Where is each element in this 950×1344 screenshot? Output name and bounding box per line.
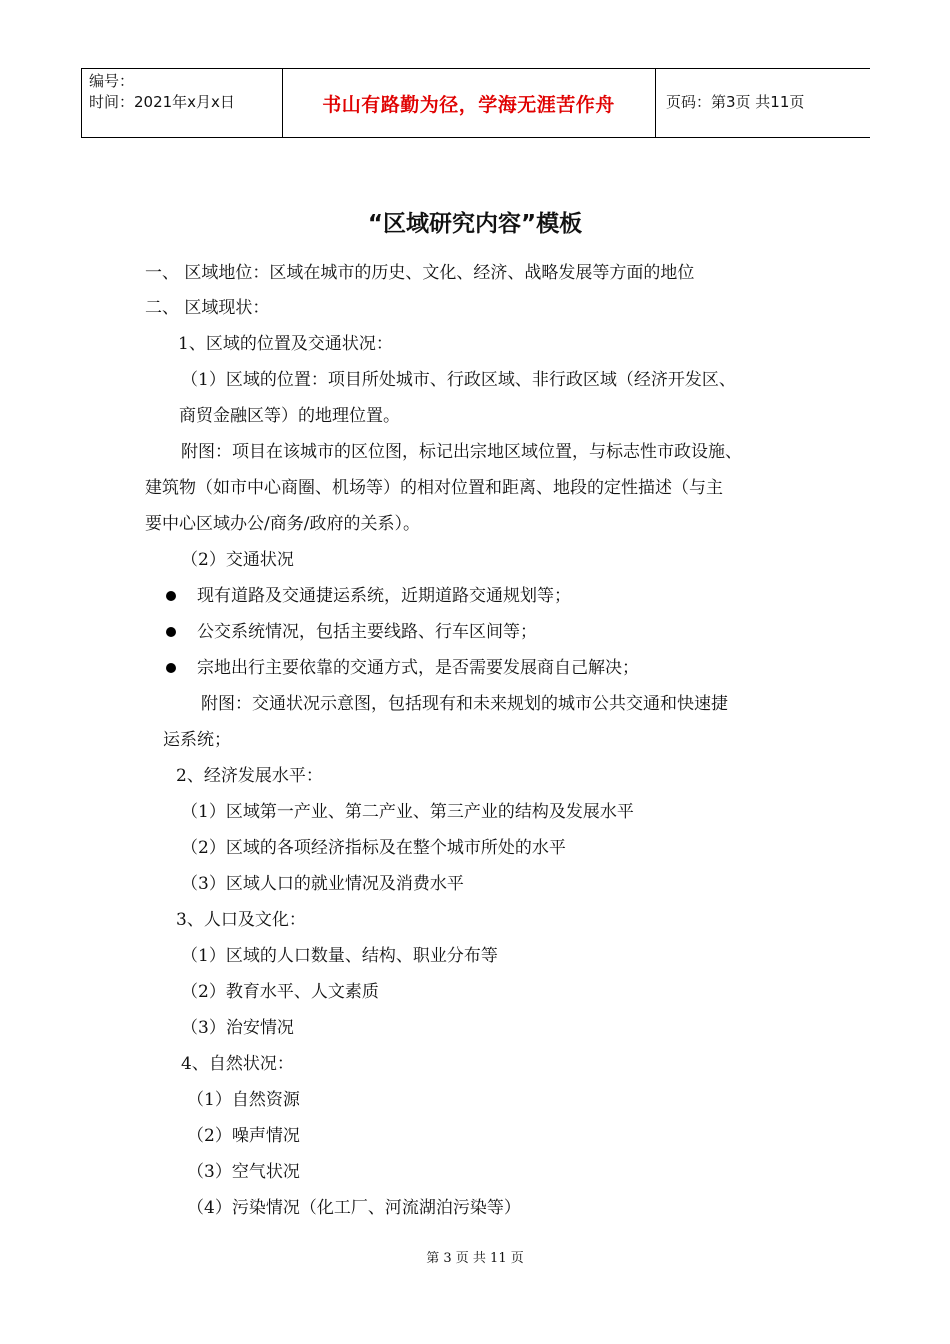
body-line: 一、 区域地位：区域在城市的历史、文化、经济、战略发展等方面的地位 [145, 263, 695, 283]
body-line: （3）空气状况 [187, 1162, 300, 1182]
header-divider [81, 69, 82, 137]
body-line: （2）区域的各项经济指标及在整个城市所处的水平 [181, 838, 566, 858]
header-divider [655, 69, 656, 137]
body-line: （2）噪声情况 [187, 1126, 300, 1146]
body-line: （1）区域的位置：项目所处城市、行政区域、非行政区域（经济开发区、 [181, 370, 736, 390]
body-line: 附图：交通状况示意图，包括现有和未来规划的城市公共交通和快速捷 [201, 694, 728, 714]
body-line: （2）交通状况 [181, 550, 294, 570]
header-left [89, 71, 235, 113]
body-line: 商贸金融区等）的地理位置。 [179, 406, 400, 426]
body-line: 二、 区域现状： [145, 298, 270, 318]
body-line: 2、经济发展水平： [176, 766, 323, 786]
body-line: 建筑物（如市中心商圈、机场等）的相对位置和距离、地段的定性描述（与主 [145, 478, 723, 498]
document-title: “区域研究内容”模板 [367, 211, 583, 237]
time-label: 时间：2021年x月x日 [89, 93, 235, 111]
header-motto: 书山有路勤为径，学海无涯苦作舟 [322, 93, 615, 116]
body-line: （1）区域第一产业、第二产业、第三产业的结构及发展水平 [181, 802, 634, 822]
body-line: （4）污染情况（化工厂、河流湖泊污染等） [187, 1198, 521, 1218]
bullet-line: 现有道路及交通捷运系统，近期道路交通规划等； [197, 586, 571, 606]
body-line: 4、自然状况： [181, 1054, 294, 1074]
bullet-icon [166, 663, 176, 673]
page-footer: 第 3 页 共 11 页 [426, 1251, 524, 1266]
body-line: （1）自然资源 [187, 1090, 300, 1110]
body-line: 要中心区域办公/商务/政府的关系）。 [145, 514, 420, 534]
header-page-label: 页码：第3页 共11页 [666, 93, 805, 111]
body-line: （3）区域人口的就业情况及消费水平 [181, 874, 464, 894]
body-line: （3）治安情况 [181, 1018, 294, 1038]
body-line: 附图：项目在该城市的区位图，标记出宗地区域位置，与标志性市政设施、 [181, 442, 742, 462]
bullet-icon [166, 627, 176, 637]
body-line: （2）教育水平、人文素质 [181, 982, 379, 1002]
bullet-icon [166, 591, 176, 601]
body-line: （1）区域的人口数量、结构、职业分布等 [181, 946, 498, 966]
number-label: 编号： [89, 72, 135, 90]
page-header [81, 68, 870, 138]
bullet-line: 公交系统情况，包括主要线路、行车区间等； [197, 622, 537, 642]
body-line: 1、区域的位置及交通状况： [178, 334, 393, 354]
body-line: 运系统； [163, 730, 231, 750]
body-line: 3、人口及文化： [176, 910, 306, 930]
bullet-line: 宗地出行主要依靠的交通方式，是否需要发展商自己解决； [197, 658, 639, 678]
